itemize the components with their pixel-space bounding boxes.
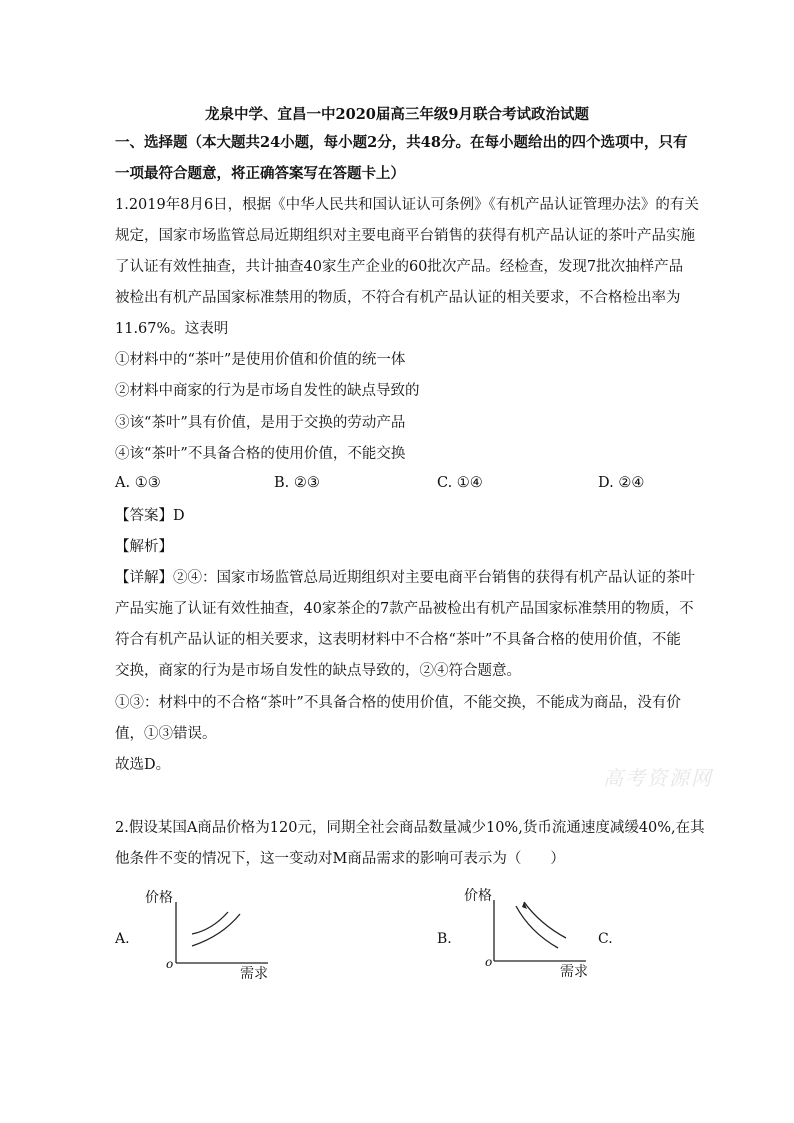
q1-analysis-label: 【解析】 [115, 539, 173, 555]
q1-stem-line: 了认证有效性抽查，共计抽查40家生产企业的60批次产品。经检查，发现7批次抽样产品 [115, 259, 684, 275]
q1-stem-line: 11.67%。这表明 [115, 321, 229, 337]
q1-detail-line: 交换，商家的行为是市场自发性的缺点导致的，②④符合题意。 [115, 663, 521, 679]
q1-stem-line: 1.2019年8月6日，根据《中华人民共和国认证认可条例》《有机产品认证管理办法》的有关 [115, 197, 699, 213]
section-header-line-1: 一、选择题（本大题共24小题，每小题2分，共48分。在每小题给出的四个选项中，只有 [115, 134, 688, 151]
q1-detail-line: 故选D。 [115, 757, 171, 773]
fig-a-xlabel: 需求 [240, 966, 268, 982]
watermark: 高考资源网 [603, 766, 713, 790]
q2-stem-line: 他条件不变的情况下，这一变动对M商品需求的影响可表示为（ ） [115, 851, 565, 867]
fig-a-curve-2 [192, 914, 240, 946]
q1-option-b: B. ②③ [274, 475, 320, 491]
page-title: 龙泉中学、宜昌一中2020届高三年级9月联合考试政治试题 [205, 106, 589, 123]
q1-option-d: D. ②④ [598, 475, 645, 491]
q1-stem-line: 规定，国家市场监管总局近期组织对主要电商平台销售的获得有机产品认证的茶叶产品实施 [115, 228, 695, 244]
q1-statement: ③该“茶叶”具有价值，是用于交换的劳动产品 [115, 415, 406, 431]
section-header-line-2: 一项最符合题意，将正确答案写在答题卡上） [115, 165, 405, 182]
q1-detail-line: 【详解】②④：国家市场监管总局近期组织对主要电商平台销售的获得有机产品认证的茶叶 [115, 570, 695, 586]
q1-option-c: C. ①④ [437, 475, 483, 491]
q1-statement: ④该“茶叶”不具备合格的使用价值，不能交换 [115, 446, 406, 462]
q1-detail-line: 符合有机产品认证的相关要求，这表明材料中不合格“茶叶”不具备合格的使用价值，不能 [115, 632, 681, 648]
fig-a-graph [170, 900, 280, 970]
q1-detail-line: 产品实施了认证有效性抽查，40家茶企的7款产品被检出有机产品国家标准禁用的物质，不 [115, 601, 694, 617]
q1-detail-line: 值，①③错误。 [115, 726, 217, 742]
q1-detail-line: ①③：材料中的不合格“茶叶”不具备合格的使用价值，不能交换，不能成为商品，没有价 [115, 695, 681, 711]
fig-a-origin: o [166, 957, 174, 971]
q1-option-a: A. ①③ [115, 475, 161, 491]
q1-statement: ①材料中的“茶叶”是使用价值和价值的统一体 [115, 352, 406, 368]
q1-answer: 【答案】D [115, 508, 185, 524]
fig-option-a-label: A. [115, 931, 130, 947]
fig-b-xlabel: 需求 [560, 964, 588, 980]
q1-statement: ②材料中商家的行为是市场自发性的缺点导致的 [115, 383, 420, 399]
fig-option-c-label: C. [598, 931, 613, 947]
q1-stem-line: 被检出有机产品国家标准禁用的物质，不符合有机产品认证的相关要求，不合格检出率为 [115, 290, 681, 306]
fig-b-graph [488, 898, 598, 968]
fig-b-origin: o [485, 955, 493, 969]
fig-b-ylabel: 价格 [464, 888, 492, 904]
q2-stem-line: 2.假设某国A商品价格为120元，同期全社会商品数量减少10%,货币流通速度减缓40%,在其 [115, 820, 705, 836]
fig-option-b-label: B. [437, 931, 452, 947]
fig-a-ylabel: 价格 [145, 890, 173, 906]
fig-b-curve-2 [524, 902, 566, 938]
fig-b-curve-1 [516, 906, 558, 948]
